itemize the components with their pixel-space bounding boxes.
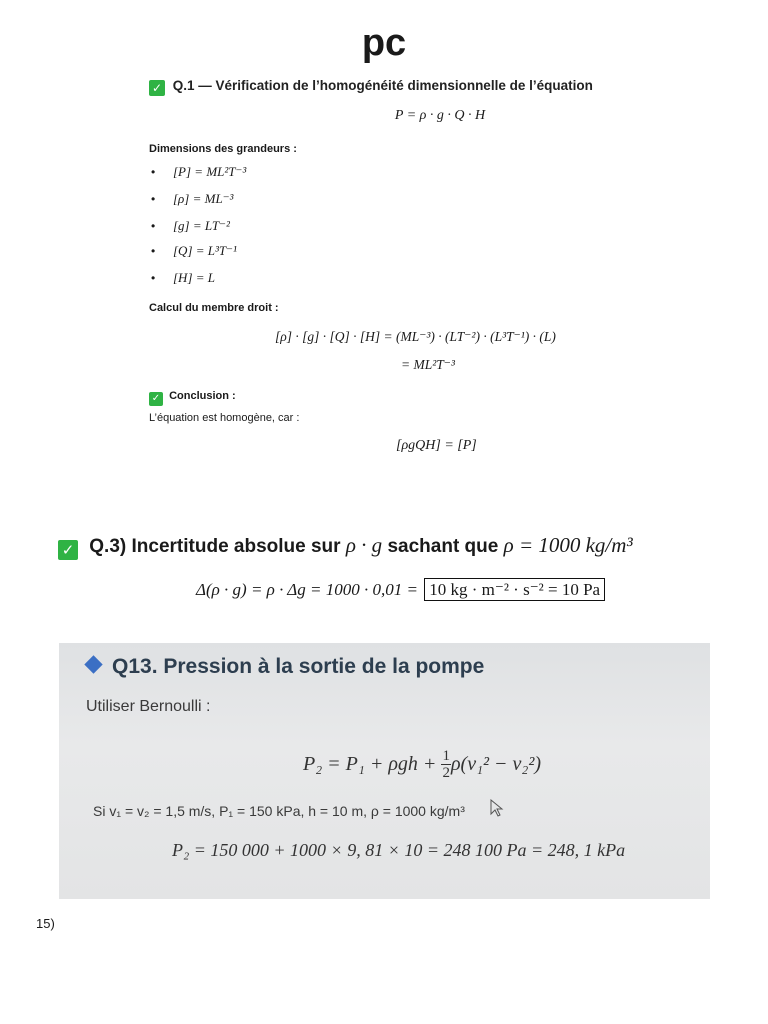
q1-calc-line2: = ML²T⁻³ <box>401 357 455 372</box>
q3-equation: Δ(ρ · g) = ρ · Δg = 1000 · 0,01 = <box>196 580 418 599</box>
q1-calc-heading: Calcul du membre droit : <box>149 302 279 314</box>
q3-boxed-result: 10 kg · m⁻² · s⁻² = 10 Pa <box>424 578 605 601</box>
bullet-marker: • <box>151 244 156 258</box>
q1-equation: P = ρ · g · Q · H <box>394 108 486 123</box>
check-mark-icon: ✓ <box>149 80 165 96</box>
q13-heading: Q13. Pression à la sortie de la pompe <box>112 655 485 678</box>
q1-conclusion-row <box>149 390 236 406</box>
q13-frac-num: 1 <box>442 748 450 764</box>
q3-section <box>0 520 768 620</box>
page-title: pc <box>361 22 407 64</box>
bullet-marker: • <box>151 192 156 206</box>
q3-heading-density: ρ = 1000 kg/m³ <box>503 533 633 557</box>
q1-dim-item: [P] = ML²T⁻³ <box>173 164 247 179</box>
q13-intro: Utiliser Bernoulli : <box>86 698 211 715</box>
q13-frac-den: 2 <box>442 765 450 781</box>
q1-heading: Q.1 — Vérification de l’homogénéité dimensionnelle de l’équation <box>172 78 593 93</box>
check-mark-icon: ✓ <box>149 392 163 406</box>
q13-bernoulli-equation <box>303 748 541 781</box>
q1-heading-row <box>149 78 593 96</box>
q1-dims-heading: Dimensions des grandeurs : <box>149 143 297 155</box>
question-15-label: 15) <box>36 916 55 931</box>
q13-equation-right: ρ(v₁² − v₂²) <box>450 753 542 775</box>
q13-heading-row <box>87 655 484 679</box>
q1-conclusion-equation: [ρgQH] = [P] <box>396 438 477 453</box>
mouse-cursor-icon <box>490 799 504 817</box>
blue-diamond-icon <box>84 655 102 673</box>
q3-heading-prefix: Q.3) Incertitude absolue sur <box>89 536 346 557</box>
q1-dim-item: [ρ] = ML⁻³ <box>173 191 234 206</box>
q1-conclusion-label: Conclusion : <box>169 390 236 402</box>
q3-equation-row <box>196 580 605 600</box>
q1-dim-item: [g] = LT⁻² <box>173 218 230 233</box>
q1-conclusion-text: L’équation est homogène, car : <box>149 412 300 424</box>
q13-given-values: Si v₁ = v₂ = 1,5 m/s, P₁ = 150 kPa, h = 10 m, ρ = 1000 kg/m³ <box>93 803 465 819</box>
bullet-marker: • <box>151 165 156 179</box>
q3-heading-mid: sachant que <box>382 536 504 557</box>
q1-dim-item: [H] = L <box>173 270 216 285</box>
check-mark-icon: ✓ <box>58 540 78 560</box>
bullet-marker: • <box>151 271 156 285</box>
bullet-marker: • <box>151 219 156 233</box>
q13-equation-left: P₂ = P₁ + ρgh + <box>303 753 442 775</box>
q13-photo-panel <box>59 643 710 899</box>
q13-result: P₂ = 150 000 + 1000 × 9, 81 × 10 = 248 100 Pa = 248, 1 kPa <box>172 840 626 860</box>
q3-heading-row <box>58 533 633 560</box>
q13-fraction <box>441 748 451 781</box>
q1-calc-line1: [ρ] · [g] · [Q] · [H] = (ML⁻³) · (LT⁻²) · (L³T⁻¹) · (L) <box>275 329 556 344</box>
q3-heading-math: ρ · g <box>345 533 383 557</box>
q1-dim-item: [Q] = L³T⁻¹ <box>173 243 237 258</box>
q1-section <box>0 0 768 470</box>
